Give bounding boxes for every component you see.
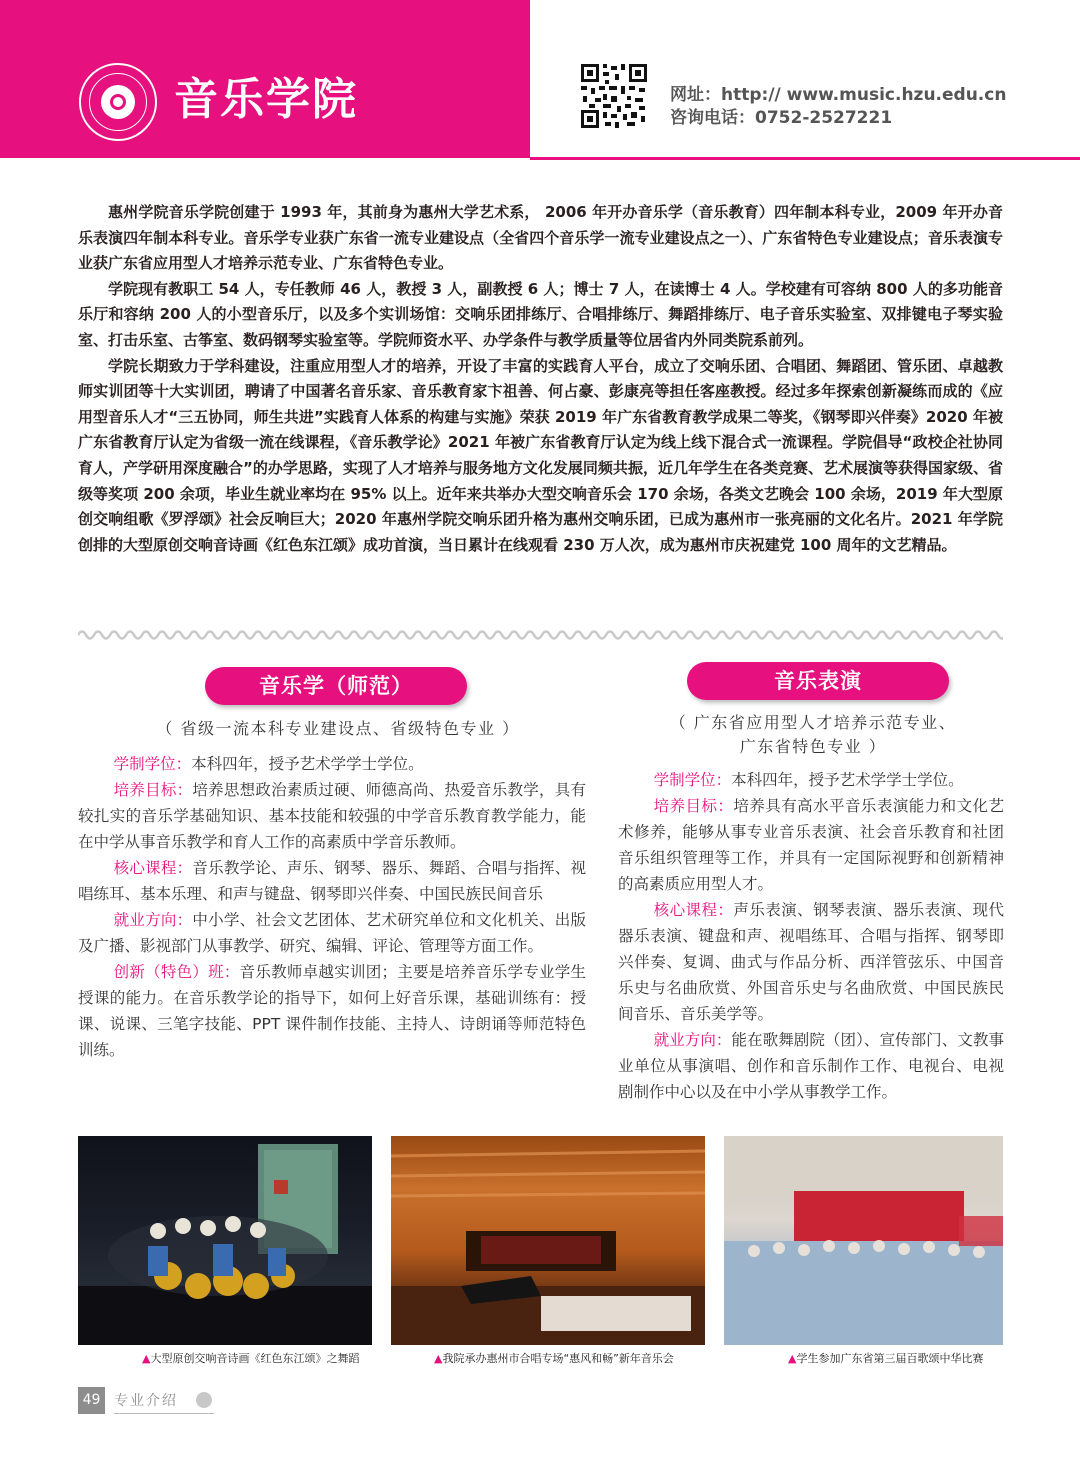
program-title-music-education: 音乐学（师范） xyxy=(205,667,467,705)
caption-text: 我院承办惠州市合唱专场“惠风和畅”新年音乐会 xyxy=(442,1352,674,1365)
logo-emblem-icon xyxy=(101,85,135,119)
detail-label: 核心课程： xyxy=(653,901,734,919)
detail-label: 培养目标： xyxy=(653,797,734,815)
qr-code-icon xyxy=(579,62,649,130)
intro-paragraph: 学院现有教职工 54 人，专任教师 46 人，教授 3 人，副教授 6 人；博士 7 人，在读博士 4 人。学校建有可容纳 800 人的多功能音乐厅和容纳 200 人的小型音乐厅，以及多个实训场馆：交响乐团排练厅、合唱排练厅、舞蹈排练厅、电子音乐实验室、双排键电子琴实验室、打击乐室、古筝室、数码钢琴实验室等。学院师资水平、办学条件与教学质量等位居省内外同类院系前列。 xyxy=(78,279,1003,349)
triangle-icon: ▲ xyxy=(788,1352,797,1365)
detail-label: 学制学位： xyxy=(653,771,732,789)
detail-label: 学制学位： xyxy=(113,755,192,773)
page-number: 49 xyxy=(78,1387,105,1414)
detail-text: 培养思想政治素质过硬、师德高尚、热爱音乐教学，具有较扎实的音乐学基础知识、基本技能和较强的中学音乐教育教学能力，能在中学从事音乐教学和育人工作的高素质中学音乐教师。 xyxy=(78,781,586,851)
detail-item xyxy=(78,959,586,1063)
header-rule xyxy=(530,157,1080,160)
detail-item xyxy=(78,777,586,855)
college-title: 音乐学院 xyxy=(174,74,358,125)
photo-singing-competition xyxy=(724,1136,1003,1345)
intro-text xyxy=(78,200,1003,558)
program-subtitle xyxy=(618,711,1008,759)
detail-text: 声乐表演、钢琴表演、器乐表演、现代器乐表演、键盘和声、视唱练耳、合唱与指挥、钢琴即兴伴奏、复调、曲式与作品分析、西洋管弦乐、中国音乐史与名曲欣赏、外国音乐史与名曲欣赏、中国民族民间音乐、音乐美学等。 xyxy=(618,901,1004,1023)
detail-text: 音乐教学论、声乐、钢琴、器乐、舞蹈、合唱与指挥、视唱练耳、基本乐理、和声与键盘、钢琴即兴伴奏、中国民族民间音乐 xyxy=(78,859,586,903)
detail-label: 培养目标： xyxy=(113,781,193,799)
detail-label: 就业方向： xyxy=(113,911,193,929)
photo-caption xyxy=(142,1350,359,1366)
detail-text: 本科四年，授予艺术学学士学位。 xyxy=(191,755,424,773)
detail-text: 能在歌舞剧院（团）、宣传部门、文教事业单位从事演唱、创作和音乐制作工作、电视台、电视剧制作中心以及在中小学从事教学工作。 xyxy=(618,1031,1004,1101)
photo-choir-concert xyxy=(391,1136,705,1345)
caption-text: 学生参加广东省第三届百歌颂中华比赛 xyxy=(796,1352,984,1365)
program-details-music-performance xyxy=(618,767,1004,1105)
subtitle-line: （ 广东省应用型人才培养示范专业、 xyxy=(669,713,957,732)
triangle-icon: ▲ xyxy=(434,1352,443,1365)
footer-circle-icon xyxy=(196,1392,212,1408)
program-details-music-education xyxy=(78,751,586,1063)
detail-item xyxy=(618,1027,1004,1105)
detail-item xyxy=(78,751,586,777)
footer-rule xyxy=(114,1413,214,1414)
university-logo xyxy=(79,63,157,141)
program-subtitle: （ 省级一流本科专业建设点、省级特色专业 ） xyxy=(156,719,520,738)
footer-section-label: 专业介绍 xyxy=(114,1393,178,1409)
detail-text: 培养具有高水平音乐表演能力和文化艺术修养，能够从事专业音乐表演、社会音乐教育和社团音乐组织管理等工作，并具有一定国际视野和创新精神的高素质应用型人才。 xyxy=(618,797,1004,893)
detail-item xyxy=(618,897,1004,1027)
photo-caption xyxy=(434,1350,674,1366)
triangle-icon: ▲ xyxy=(142,1352,151,1365)
photo-caption xyxy=(788,1350,983,1366)
website-text[interactable]: 网址：http:// www.music.hzu.edu.cn xyxy=(670,85,1007,105)
subtitle-line: 广东省特色专业 ） xyxy=(739,737,887,756)
detail-item xyxy=(78,907,586,959)
program-title-music-performance: 音乐表演 xyxy=(687,662,949,700)
detail-label: 就业方向： xyxy=(653,1031,732,1049)
detail-item xyxy=(618,793,1004,897)
photo-dance-performance xyxy=(78,1136,372,1345)
wave-divider xyxy=(78,626,1003,644)
detail-text: 音乐教师卓越实训团；主要是培养音乐学专业学生授课的能力。在音乐教学论的指导下，如何上好音乐课，基础训练有：授课、说课、三笔字技能、PPT 课件制作技能、主持人、诗朗诵等师范特色训练。 xyxy=(78,963,586,1059)
detail-text: 中小学、社会文艺团体、艺术研究单位和文化机关、出版及广播、影视部门从事教学、研究、编辑、评论、管理等方面工作。 xyxy=(78,911,586,955)
intro-paragraph: 惠州学院音乐学院创建于 1993 年，其前身为惠州大学艺术系， 2006 年开办音乐学（音乐教育）四年制本科专业，2009 年开办音乐表演四年制本科专业。音乐学专业获广东省一流专业建设点（全省四个音乐学一流专业建设点之一）、广东省特色专业建设点；音乐表演专业获广东省应用型人才培养示范专业、广东省特色专业。 xyxy=(78,203,1003,273)
detail-label: 核心课程： xyxy=(113,859,193,877)
caption-text: 大型原创交响音诗画《红色东江颂》之舞蹈 xyxy=(150,1352,360,1365)
phone-text: 咨询电话：0752-2527221 xyxy=(670,108,893,128)
detail-item xyxy=(78,855,586,907)
detail-label: 创新（特色）班： xyxy=(113,963,240,981)
contact-info xyxy=(670,84,1006,130)
detail-item xyxy=(618,767,1004,793)
detail-text: 本科四年，授予艺术学学士学位。 xyxy=(731,771,964,789)
intro-paragraph: 学院长期致力于学科建设，注重应用型人才的培养，开设了丰富的实践育人平台，成立了交响乐团、合唱团、舞蹈团、管乐团、卓越教师实训团等十大实训团，聘请了中国著名音乐家、音乐教育家卞祖善、何占豪、彭康亮等担任客座教授。经过多年探索创新凝练而成的《应用型音乐人才“三五协同，师生共进”实践育人体系的构建与实施》荣获 2019 年广东省教育教学成果二等奖，《钢琴即兴伴奏》2020 年被广东省教育厅认定为省级一流在线课程，《音乐教学论》2021 年被广东省教育厅认定为线上线下混合式一流课程。学院倡导“政校企社协同育人，产学研用深度融合”的办学思路，实现了人才培养与服务地方文化发展同频共振，近几年学生在各类竞赛、艺术展演等获得国家级、省级等奖项 200 余项，毕业生就业率均在 95% 以上。近年来共举办大型交响音乐会 170 余场，各类文艺晚会 100 余场，2019 年大型原创交响组歌《罗浮颂》社会反响巨大；2020 年惠州学院交响乐团升格为惠州交响乐团，已成为惠州市一张亮丽的文化名片。2021 年学院创排的大型原创交响音诗画《红色东江颂》成功首演，当日累计在线观看 230 万人次，成为惠州市庆祝建党 100 周年的文艺精品。 xyxy=(78,356,1003,554)
